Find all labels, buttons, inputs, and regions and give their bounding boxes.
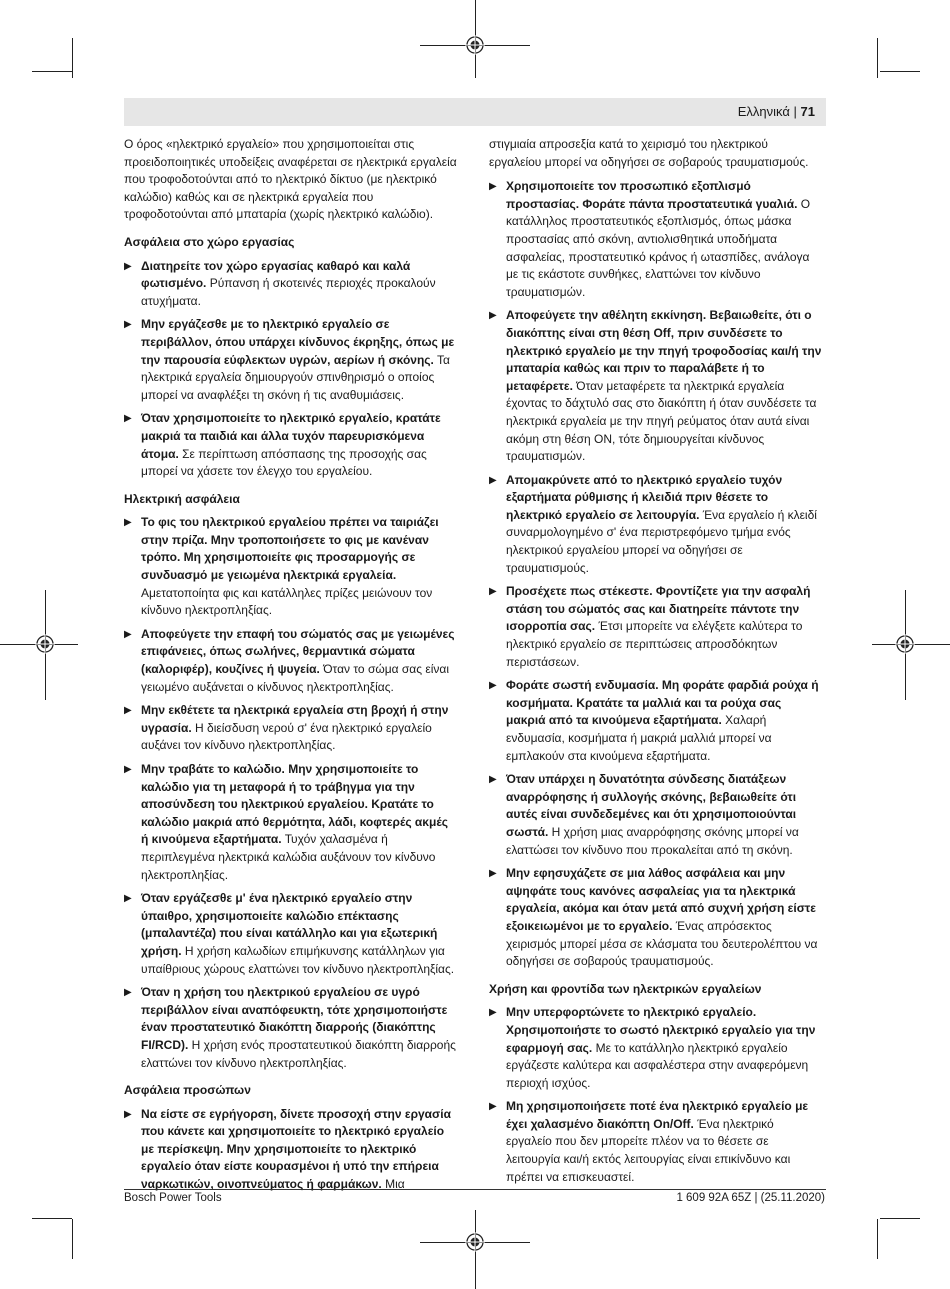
right-column [489, 136, 822, 1192]
item-bold: Μη χρησιμοποιήσετε ποτέ ένα ηλεκτρικό εργαλείο με έχει χαλασμένο διακόπτη On/Off. [506, 1099, 809, 1131]
item-bold: Φοράτε σωστή ενδυμασία. Μη φοράτε φαρδιά ρούχα ή κοσμήματα. Κρατάτε τα μαλλιά και τα ρούχα σας μακριά από τα κινούμενα εξαρτήματα. [506, 678, 819, 728]
section-title-personal: Ασφάλεια προσώπων [124, 1083, 251, 1098]
item-text: Η χρήση ενός προστατευτικού διακόπτη διαρροής ελαττώνει τον κίνδυνο ηλεκτροπληξίας. [141, 1037, 456, 1070]
item-bold: Προσέχετε πως στέκεστε. Φροντίζετε για την ασφαλή στάση του σώματός σας και διατηρείτε πάντοτε την ισορροπία σας. [506, 584, 811, 634]
footer-doc-number: 1 609 92A 65Z | (25.11.2020) [676, 1192, 825, 1204]
list-item [489, 677, 822, 765]
item-text: Η διείσδυση νερού σ' ένα ηλεκτρικό εργαλείο αυξάνει τον κίνδυνο ηλεκτροπληξίας. [141, 720, 432, 753]
list-item [489, 178, 822, 301]
list-item [124, 761, 457, 884]
item-bold: Όταν η χρήση του ηλεκτρικού εργαλείου σε υγρό περιβάλλον είναι αναπόφευκτη, τότε χρησιμοποιήστε έναν προστατευτικό διακόπτη διαρροής (διακόπτης FI/RCD). [141, 985, 448, 1052]
footer-brand: Bosch Power Tools [124, 1192, 222, 1204]
item-text: Όταν το σώμα σας είναι γειωμένο αυξάνεται ο κίνδυνος ηλεκτροπληξίας. [141, 662, 449, 694]
item-text: Τυχόν χαλασμένα ή περιπλεγμένα ηλεκτρικά καλώδια αυξάνουν τον κίνδυνο ηλεκτροπληξίας. [141, 832, 436, 882]
list-item [489, 307, 822, 465]
item-bold: Όταν χρησιμοποιείτε το ηλεκτρικό εργαλείο, κρατάτε μακριά τα παιδιά και άλλα τυχόν παρευρισκόμενα άτομα. [141, 411, 441, 461]
item-text: Έτσι μπορείτε να ελέγξετε καλύτερα το ηλεκτρικό εργαλείο σε περιπτώσεις απροσδόκητων περιστάσεων. [506, 619, 803, 669]
crop-mark [32, 71, 72, 72]
crop-mark [72, 38, 73, 78]
list-item [124, 514, 457, 620]
intro-paragraph: Ο όρος «ηλεκτρικό εργαλείο» που χρησιμοποιείται στις προειδοποιητικές υποδείξεις αναφέρεται σε ηλεκτρικά εργαλεία που τροφοδοτούνται από το ηλεκτρικό δίκτυο (με ηλεκτρικό καλώδιο) καθώς και σε ηλεκτρικά εργαλεία που τροφοδοτούνται από μπαταρία (χωρίς ηλεκτρικό καλώδιο). [124, 137, 457, 222]
list-item [489, 771, 822, 859]
crop-mark [32, 1218, 72, 1219]
item-text: Τα ηλεκτρικά εργαλεία δημιουργούν σπινθηρισμό ο οποίος μπορεί να αναφλέξει τη σκόνη ή τις αναθυμιάσεις. [141, 352, 450, 402]
item-text: Ένα ηλεκτρικό εργαλείο που δεν μπορείτε πλέον να το θέσετε σε λειτουργία και/ή εκτός λειτουργίας είναι επικίνδυνο και πρέπει να επισκευαστεί. [506, 1116, 791, 1184]
item-text: Ο κατάλληλος προστατευτικός εξοπλισμός, όπως μάσκα προστασίας από σκόνη, αντιολισθητικά υποδήματα ασφαλείας, προστατευτικό κράνος ή ωτασπίδες, ανάλογα με τις εκάστοτε συνθήκες, ελαττώνει τον κίνδυνο τραυματισμών. [506, 196, 811, 299]
list-item [489, 1004, 822, 1092]
list-item [124, 316, 457, 404]
registration-mark-icon [895, 634, 915, 654]
item-text: Όταν μεταφέρετε τα ηλεκτρικά εργαλεία έχοντας το δάχτυλό σας στο διακόπτη ή όταν συνδέσετε τα ηλεκτρικά εργαλεία με την πηγή ρεύματος όταν αυτά είναι ακόμη στη θέση ON, τότε δημιουργείται κίνδυνος τραυματισμών. [506, 378, 817, 464]
item-text: Η χρήση καλωδίων επιμήκυνσης κατάλληλων για υπαίθριους χώρους ελαττώνει τον κίνδυνο ηλεκτροπληξίας. [141, 943, 455, 976]
crop-mark [877, 1219, 878, 1259]
list-item [124, 258, 457, 311]
item-bold: Μην εκθέτετε τα ηλεκτρικά εργαλεία στη βροχή ή στην υγρασία. [141, 703, 449, 735]
list-item [124, 890, 457, 978]
header-separator: | [793, 104, 797, 119]
page-header [738, 104, 815, 119]
item-bold: Μην εφησυχάζετε σε μια λάθος ασφάλεια και μην αψηφάτε τους κανόνες ασφαλείας για τα ηλεκτρικά εργαλεία, ακόμα και όταν μετά από συχνή χρήση είστε εξοικειωμένοι με το εργαλείο. [506, 866, 816, 933]
registration-mark-icon [465, 1232, 485, 1252]
list-item [124, 626, 457, 696]
list-item [124, 410, 457, 480]
list-item [489, 472, 822, 578]
item-bold: Όταν εργάζεσθε μ' ένα ηλεκτρικό εργαλείο στην ύπαιθρο, χρησιμοποιείτε καλώδιο επέκτασης (μπαλαντέζα) που είναι κατάλληλο και για εξωτερική χρήση. [141, 891, 438, 958]
item-bold: Μην εργάζεσθε με το ηλεκτρικό εργαλείο σε περιβάλλον, όπου υπάρχει κίνδυνος έκρηξης, όπως με την παρουσία εύφλεκτων υγρών, αερίων ή σκόνης. [141, 317, 455, 367]
item-text: Σε περίπτωση απόσπασης της προσοχής σας μπορεί να χάσετε τον έλεγχο του εργαλείου. [141, 446, 427, 479]
crop-mark [880, 71, 920, 72]
header-bar [124, 98, 826, 126]
item-text: Ρύπανση ή σκοτεινές περιοχές προκαλούν ατυχήματα. [141, 276, 436, 308]
item-bold: Αποφεύγετε την επαφή του σώματός σας με γειωμένες επιφάνειες, όπως σωλήνες, θερμαντικά σώματα (καλοριφέρ), κουζίνες ή ψυγεία. [141, 626, 455, 677]
section-title-electrical: Ηλεκτρική ασφάλεια [124, 491, 240, 506]
list-item [124, 984, 457, 1072]
item-bold: Όταν υπάρχει η δυνατότητα σύνδεσης διατάξεων αναρρόφησης ή συλλογής σκόνης, βεβαιωθείτε ότι αυτές είναι συνδεδεμένες και ότι χρησιμοποιούνται σωστά. [506, 772, 797, 839]
registration-mark-icon [35, 634, 55, 654]
footer-rule [124, 1189, 826, 1190]
item-bold: Μην υπερφορτώνετε το ηλεκτρικό εργαλείο. Χρησιμοποιήστε το σωστό ηλεκτρικό εργαλείο για την εφαρμογή σας. [506, 1005, 816, 1055]
crop-mark [72, 1219, 73, 1259]
section-title-tool-use: Χρήση και φροντίδα των ηλεκτρικών εργαλείων [489, 981, 762, 996]
section-title-workplace: Ασφάλεια στο χώρο εργασίας [124, 234, 295, 249]
page-number: 71 [800, 104, 815, 119]
item-bold: Το φις του ηλεκτρικού εργαλείου πρέπει να ταιριάζει στην πρίζα. Μην τροποποιήσετε το φις με κανέναν τρόπο. Μη χρησιμοποιείτε φις προσαρμογής σε συνδυασμό με γειωμένα ηλεκτρικά εργαλεία. [141, 515, 439, 583]
item-bold: Να είστε σε εγρήγορση, δίνετε προσοχή στην εργασία που κάνετε και χρησιμοποιείτε το ηλεκτρικό εργαλείο με περίσκεψη. Μην χρησιμοποιείτε το ηλεκτρικό εργαλείο όταν είστε κουρασμένοι ή υπό την επήρεια ναρκωτικών, οινοπνεύματος ή φαρμάκων. [141, 1106, 451, 1192]
item-text: Μια [381, 1177, 405, 1192]
left-column [124, 136, 457, 1200]
list-item [489, 583, 822, 671]
list-item [124, 702, 457, 755]
list-item [489, 1098, 822, 1186]
list-item [489, 865, 822, 971]
item-text: Με το κατάλληλο ηλεκτρικό εργαλείο εργάζεστε καλύτερα και ασφαλέστερα στην αναφερόμενη περιοχή ισχύος. [506, 1040, 809, 1090]
continuation-paragraph: στιγμιαία απροσεξία κατά το χειρισμό του ηλεκτρικού εργαλείου μπορεί να οδηγήσει σε σοβαρούς τραυματισμούς. [489, 137, 809, 169]
item-bold: Διατηρείτε τον χώρο εργασίας καθαρό και καλά φωτισμένο. [141, 258, 411, 291]
item-bold: Μην τραβάτε το καλώδιο. Μην χρησιμοποιείτε το καλώδιο για τη μεταφορά ή το τράβηγμα για την αποσύνδεση του ηλεκτρικού εργαλείου. Κρατάτε το καλώδιο μακριά από θερμότητα, λάδι, κοφτερές ακμές ή κινούμενα εξαρτήματα. [141, 762, 448, 847]
item-text: Χαλαρή ενδυμασία, κοσμήματα ή μακριά μαλλιά μπορεί να εμπλακούν στα κινούμενα εξαρτήματα. [506, 713, 772, 763]
item-bold: Αποφεύγετε την αθέλητη εκκίνηση. Βεβαιωθείτε, ότι ο διακόπτης είναι στη θέση Off, πριν συνδέσετε το ηλεκτρικό εργαλείο με την πηγή τροφοδοσίας και/ή την μπαταρία καθώς και πριν το παραλάβετε ή το μεταφέρετε. [506, 308, 822, 393]
item-text: Αμετατοποίητα φις και κατάλληλες πρίζες μειώνουν τον κίνδυνο ηλεκτροπληξίας. [141, 585, 433, 618]
crop-mark [877, 38, 878, 78]
item-text: Ένας απρόσεκτος χειρισμός μπορεί μέσα σε κλάσματα του δευτερολέπτου να οδηγήσει σε σοβαρούς τραυματισμούς. [506, 918, 818, 969]
list-item [124, 1106, 457, 1194]
crop-mark [880, 1218, 920, 1219]
item-bold: Χρησιμοποιείτε τον προσωπικό εξοπλισμό προστασίας. Φοράτε πάντα προστατευτικά γυαλιά. [506, 179, 798, 211]
header-language: Ελληνικά [737, 104, 790, 119]
item-text: Ένα εργαλείο ή κλειδί συναρμολογημένο σ' ένα περιστρεφόμενο τμήμα ενός ηλεκτρικού εργαλείου μπορεί να οδηγήσει σε τραυματισμούς. [506, 507, 817, 575]
registration-mark-icon [465, 35, 485, 55]
item-text: Η χρήση μιας αναρρόφησης σκόνης μπορεί να ελαττώσει τον κίνδυνο που προκαλείται από τη σκόνη. [506, 824, 799, 857]
item-bold: Απομακρύνετε από το ηλεκτρικό εργαλείο τυχόν εξαρτήματα ρύθμισης ή κλειδιά πριν θέσετε το ηλεκτρικό εργαλείο σε λειτουργία. [506, 472, 783, 522]
